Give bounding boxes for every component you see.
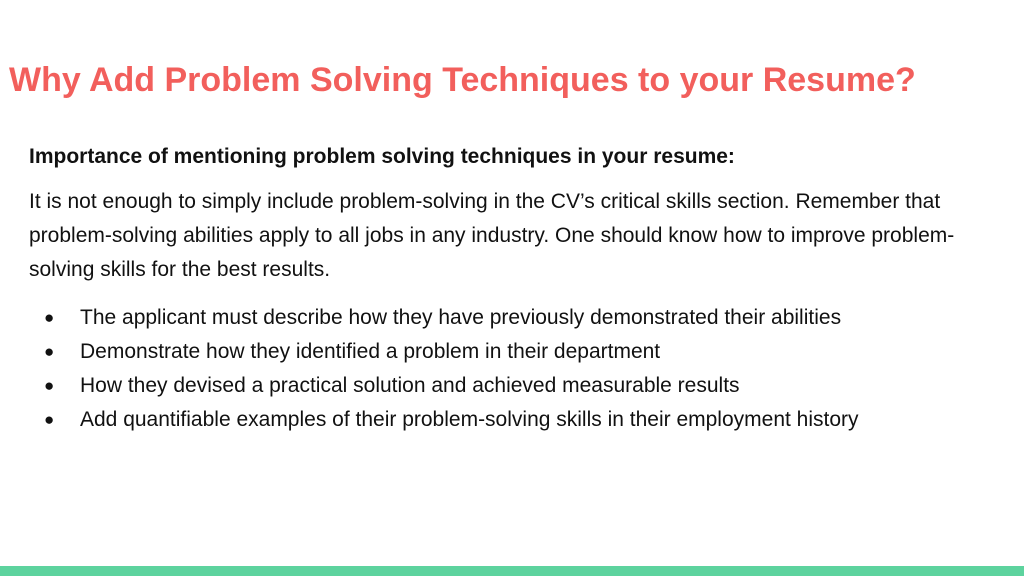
bullet-icon: ● xyxy=(44,410,55,429)
slide-content xyxy=(29,140,999,437)
bullet-item xyxy=(29,301,999,335)
bullet-icon: ● xyxy=(44,308,55,327)
bullet-icon: ● xyxy=(44,342,55,361)
slide-title: Why Add Problem Solving Techniques to your Resume? xyxy=(9,61,916,99)
bullet-icon: ● xyxy=(44,376,55,395)
bullet-item xyxy=(29,335,999,369)
bullet-text: Add quantifiable examples of their problem-solving skills in their employment history xyxy=(80,408,859,431)
bullet-text: How they devised a practical solution and achieved measurable results xyxy=(80,374,740,397)
bullet-list xyxy=(29,301,999,437)
bottom-accent-bar xyxy=(0,566,1024,576)
bullet-text: Demonstrate how they identified a problem in their department xyxy=(80,340,661,363)
section-subheading: Importance of mentioning problem solving techniques in your resume: xyxy=(29,145,735,168)
bullet-text: The applicant must describe how they have previously demonstrated their abilities xyxy=(80,306,842,329)
bullet-item xyxy=(29,369,999,403)
body-paragraph: It is not enough to simply include problem-solving in the CV’s critical skills section. Remember that problem-solving abilities apply to all jobs in any industry. One should know how to improve problem-solving skills for the best results. xyxy=(29,190,955,281)
bullet-item xyxy=(29,403,999,437)
